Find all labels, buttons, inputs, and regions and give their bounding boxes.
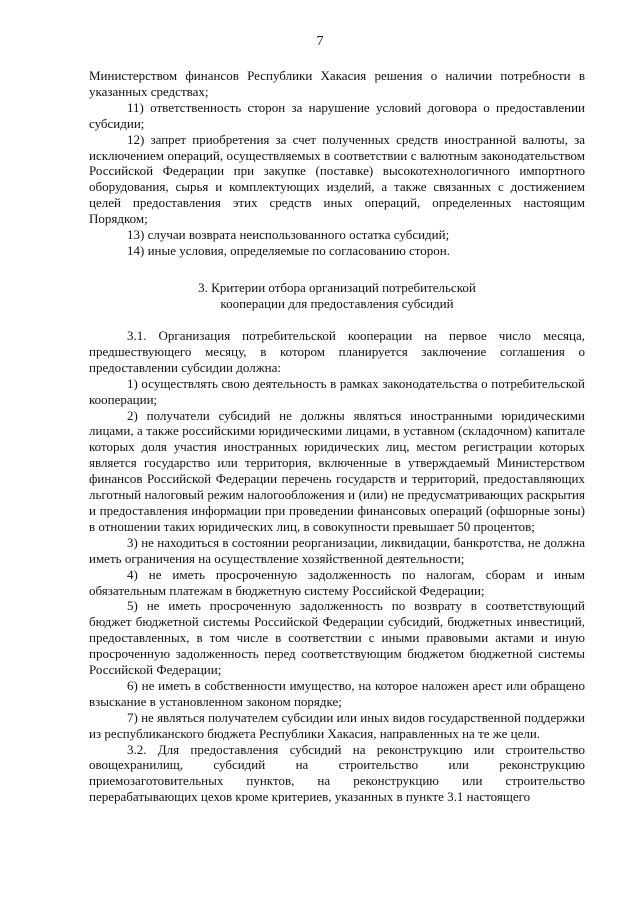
paragraph: 3.2. Для предоставления субсидий на реконструкцию или строительство овощехранилищ, субсидий на строительство или реконструкцию приемозаготовительных пунктов, на реконструкцию или строительство перерабатывающих цехов кроме критериев, указанных в пункте 3.1 настоящего (89, 741, 585, 805)
paragraph: 12) запрет приобретения за счет полученных средств иностранной валюты, за исключением операций, осуществляемых в соответствии с валютным законодательством Российской Федерации при закупке (поставке) высокотехнологичного импортного оборудования, сырья и комплектующих изделий, а также связанных с достижением целей предоставления этих средств иных операций, определенных настоящим Порядком; (89, 131, 585, 227)
paragraph: 3) не находиться в состоянии реорганизации, ликвидации, банкротства, не должна иметь ограничения на осуществление хозяйственной деятельности; (89, 534, 585, 566)
paragraph: 2) получатели субсидий не должны являться иностранными юридическими лицами, а также российскими юридическими лицами, в уставном (складочном) капитале которых доля участия иностранных юридических лиц, местом регистрации которых является государство или территория, включенные в утверждаемый Министерством финансов Российской Федерации перечень государств и территорий, предоставляющих льготный налоговый режим налогообложения и (или) не предусматривающих раскрытия и предоставления информации при проведении финансовых операций (офшорные зоны) в отношении таких юридических лиц, в совокупности превышает 50 процентов; (89, 407, 585, 534)
section-heading (89, 280, 585, 312)
paragraph: 5) не иметь просроченную задолженность по возврату в соответствующий бюджет бюджетной системы Российской Федерации субсидий, бюджетных инвестиций, предоставленных, в том числе в соответствии с иными правовыми актами и иную просроченную задолженность перед соответствующим бюджетом бюджетной системы Российской Федерации; (89, 598, 585, 678)
paragraph: Министерством финансов Республики Хакасия решения о наличии потребности в указанных средствах; (89, 68, 585, 99)
paragraph-block-top (89, 68, 585, 259)
paragraph: 6) не иметь в собственности имущество, на которое наложен арест или обращено взыскание в установленном законом порядке; (89, 677, 585, 709)
paragraph: 11) ответственность сторон за нарушение условий договора о предоставлении субсидии; (89, 99, 585, 131)
section-heading-line-1: 3. Критерии отбора организаций потребительской (198, 280, 476, 295)
paragraph: 4) не иметь просроченную задолженность по налогам, сборам и иным обязательным платежам в бюджетную систему Российской Федерации; (89, 566, 585, 598)
paragraph: 7) не являться получателем субсидии или иных видов государственной поддержки из республиканского бюджета Республики Хакасия, направленных на те же цели. (89, 709, 585, 741)
page-number: 7 (316, 34, 324, 49)
paragraph: 3.1. Организация потребительской кооперации на первое число месяца, предшествующего месяцу, в котором планируется заключение соглашения о предоставлении субсидии должна: (89, 328, 585, 375)
section-heading-line-2: кооперации для предоставления субсидий (220, 295, 454, 311)
paragraph-block-body (89, 328, 585, 805)
paragraph: 1) осуществлять свою деятельность в рамках законодательства о потребительской кооперации; (89, 375, 585, 407)
paragraph: 14) иные условия, определяемые по согласованию сторон. (127, 242, 451, 258)
paragraph: 13) случаи возврата неиспользованного остатка субсидий; (127, 227, 450, 243)
